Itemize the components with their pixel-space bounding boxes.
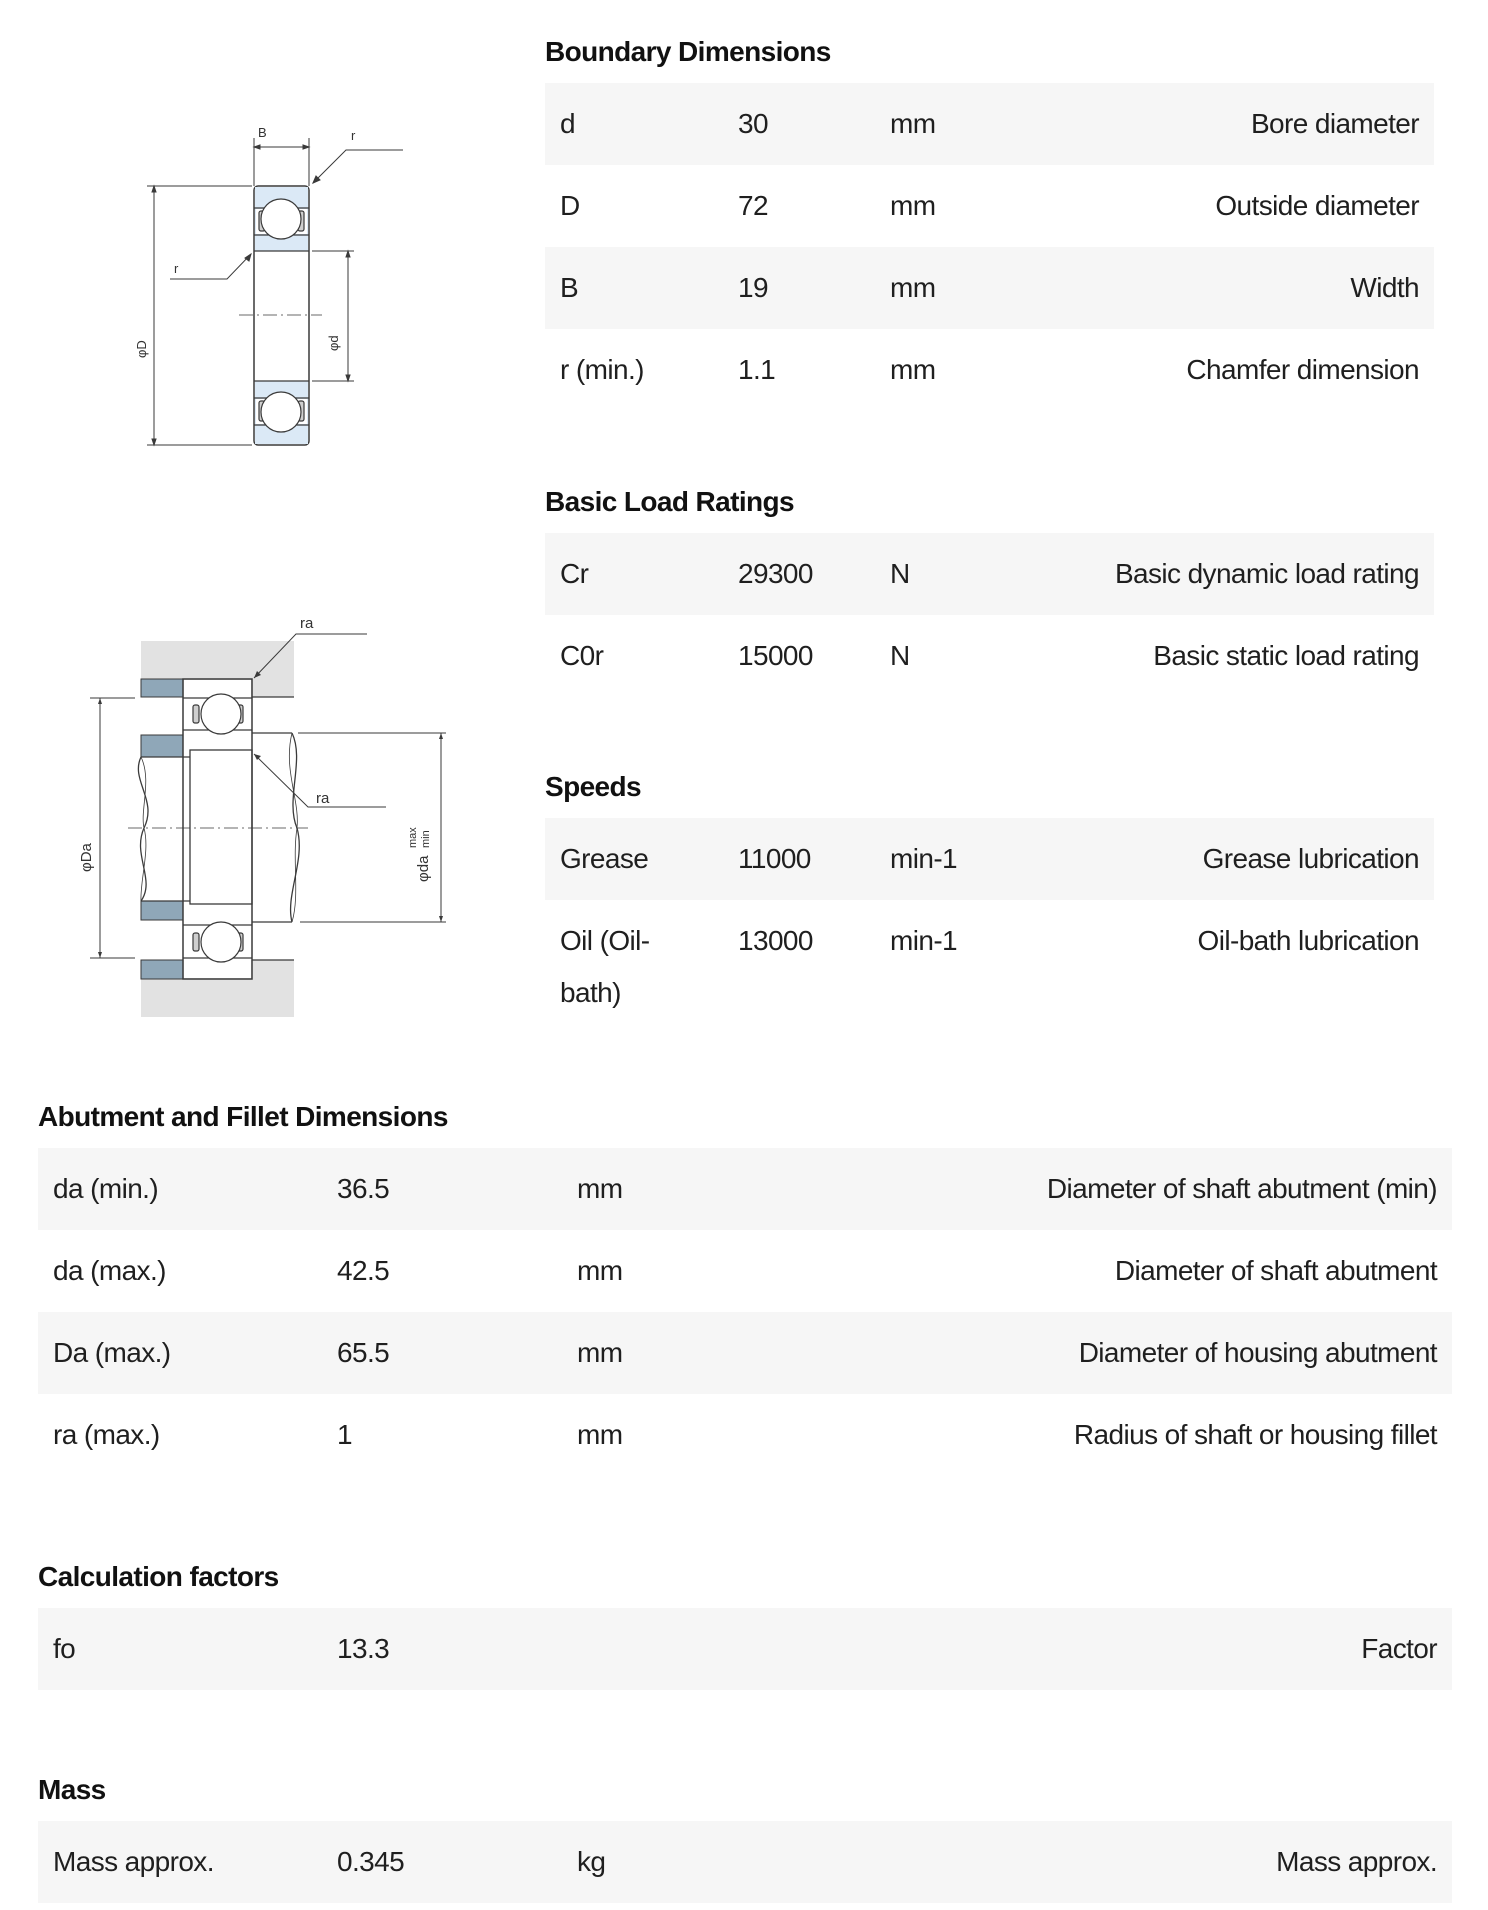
section-title: Abutment and Fillet Dimensions bbox=[38, 1101, 448, 1132]
bearing-dimension-diagram bbox=[0, 0, 540, 470]
unit bbox=[562, 1608, 862, 1690]
speeds-table bbox=[545, 818, 1434, 1034]
description: Radius of shaft or housing fillet bbox=[1073, 1419, 1437, 1450]
value: 0.345 bbox=[322, 1821, 562, 1903]
label-r-top: r bbox=[351, 128, 356, 143]
section-title: Basic Load Ratings bbox=[545, 486, 795, 517]
label-max: max bbox=[407, 827, 419, 848]
description: Outside diameter bbox=[1215, 190, 1419, 221]
label-min: min bbox=[420, 830, 432, 848]
unit: min-1 bbox=[875, 818, 1055, 900]
boundary-dimensions-table bbox=[545, 83, 1434, 411]
description: Oil-bath lubrication bbox=[1197, 925, 1419, 956]
load-ratings-table bbox=[545, 533, 1434, 697]
unit: mm bbox=[875, 83, 1055, 165]
spacer bbox=[141, 679, 183, 697]
table-row bbox=[38, 1608, 1452, 1690]
value: 19 bbox=[723, 247, 875, 329]
unit: mm bbox=[562, 1312, 862, 1394]
symbol: r (min.) bbox=[560, 354, 644, 385]
value: 1 bbox=[337, 1419, 352, 1450]
unit: mm bbox=[562, 1148, 862, 1230]
value: 72 bbox=[738, 190, 768, 221]
value: 13000 bbox=[738, 925, 813, 956]
section-calculation-factors bbox=[38, 1561, 1452, 1690]
table-row bbox=[545, 818, 1434, 900]
description: Width bbox=[1055, 247, 1434, 329]
table-row bbox=[38, 1394, 1452, 1476]
value: 65.5 bbox=[322, 1312, 562, 1394]
symbol: da (min.) bbox=[38, 1148, 322, 1230]
symbol: d bbox=[545, 83, 723, 165]
table-row bbox=[38, 1821, 1452, 1903]
ball-bottom bbox=[261, 392, 301, 432]
table-row bbox=[545, 533, 1434, 615]
spacer bbox=[141, 735, 183, 757]
symbol: Oil (Oil-bath) bbox=[560, 925, 650, 1008]
unit: mm bbox=[890, 190, 936, 221]
description: Basic dynamic load rating bbox=[1055, 533, 1434, 615]
description: Diameter of shaft abutment (min) bbox=[862, 1148, 1452, 1230]
table-row bbox=[545, 329, 1434, 411]
description: Basic static load rating bbox=[1153, 640, 1419, 671]
label-r-bore: r bbox=[174, 261, 179, 276]
symbol: da (max.) bbox=[53, 1255, 166, 1286]
label-ra-housing: ra bbox=[300, 615, 314, 632]
label-B: B bbox=[258, 125, 267, 140]
table-row bbox=[545, 247, 1434, 329]
description: Factor bbox=[862, 1608, 1452, 1690]
ball-top bbox=[261, 199, 301, 239]
value: 11000 bbox=[723, 818, 875, 900]
symbol: ra (max.) bbox=[53, 1419, 160, 1450]
unit: N bbox=[875, 533, 1055, 615]
description: Mass approx. bbox=[862, 1821, 1452, 1903]
description: Grease lubrication bbox=[1055, 818, 1434, 900]
spacer bbox=[141, 901, 183, 920]
symbol: B bbox=[545, 247, 723, 329]
value: 30 bbox=[723, 83, 875, 165]
table-row bbox=[545, 165, 1434, 247]
symbol: C0r bbox=[560, 640, 604, 671]
value: 42.5 bbox=[337, 1255, 390, 1286]
unit: mm bbox=[577, 1255, 623, 1286]
ball-bottom bbox=[201, 922, 241, 962]
section-title: Mass bbox=[38, 1774, 106, 1805]
table-row bbox=[545, 900, 1434, 1034]
unit: mm bbox=[577, 1419, 623, 1450]
label-ra-shaft: ra bbox=[316, 790, 330, 807]
symbol: Grease bbox=[545, 818, 723, 900]
section-title: Speeds bbox=[545, 771, 641, 802]
table-row bbox=[38, 1230, 1452, 1312]
section-mass bbox=[38, 1774, 1452, 1903]
section-speeds bbox=[545, 771, 1434, 1034]
symbol: Da (max.) bbox=[38, 1312, 322, 1394]
value: 29300 bbox=[723, 533, 875, 615]
unit: kg bbox=[562, 1821, 862, 1903]
description: Bore diameter bbox=[1055, 83, 1434, 165]
section-title: Calculation factors bbox=[38, 1561, 279, 1592]
symbol: fo bbox=[38, 1608, 322, 1690]
value: 1.1 bbox=[738, 354, 776, 385]
label-phi-Da: φDa bbox=[78, 843, 95, 872]
label-phi-da: φda bbox=[415, 855, 432, 882]
spacer bbox=[141, 960, 183, 979]
value: 13.3 bbox=[322, 1608, 562, 1690]
value: 36.5 bbox=[322, 1148, 562, 1230]
table-row bbox=[545, 83, 1434, 165]
mounting-abutment-diagram bbox=[0, 560, 540, 1040]
table-row bbox=[545, 615, 1434, 697]
description: Diameter of shaft abutment bbox=[1114, 1255, 1437, 1286]
unit: mm bbox=[875, 247, 1055, 329]
unit: mm bbox=[890, 354, 936, 385]
label-phi-d: φd bbox=[326, 335, 341, 351]
mass-table bbox=[38, 1821, 1452, 1903]
unit: N bbox=[890, 640, 910, 671]
description: Chamfer dimension bbox=[1186, 354, 1419, 385]
description: Diameter of housing abutment bbox=[862, 1312, 1452, 1394]
section-title: Boundary Dimensions bbox=[545, 36, 831, 67]
abutment-table bbox=[38, 1148, 1452, 1476]
calculation-table bbox=[38, 1608, 1452, 1690]
symbol: D bbox=[560, 190, 580, 221]
unit: min-1 bbox=[890, 925, 958, 956]
label-phi-D: φD bbox=[134, 340, 149, 358]
ball-top bbox=[201, 694, 241, 734]
symbol: Cr bbox=[545, 533, 723, 615]
symbol: Mass approx. bbox=[38, 1821, 322, 1903]
table-row bbox=[38, 1148, 1452, 1230]
table-row bbox=[38, 1312, 1452, 1394]
section-boundary-dimensions bbox=[545, 36, 1434, 411]
value: 15000 bbox=[738, 640, 813, 671]
section-basic-load-ratings bbox=[545, 486, 1434, 697]
section-abutment-fillet bbox=[38, 1101, 1452, 1476]
